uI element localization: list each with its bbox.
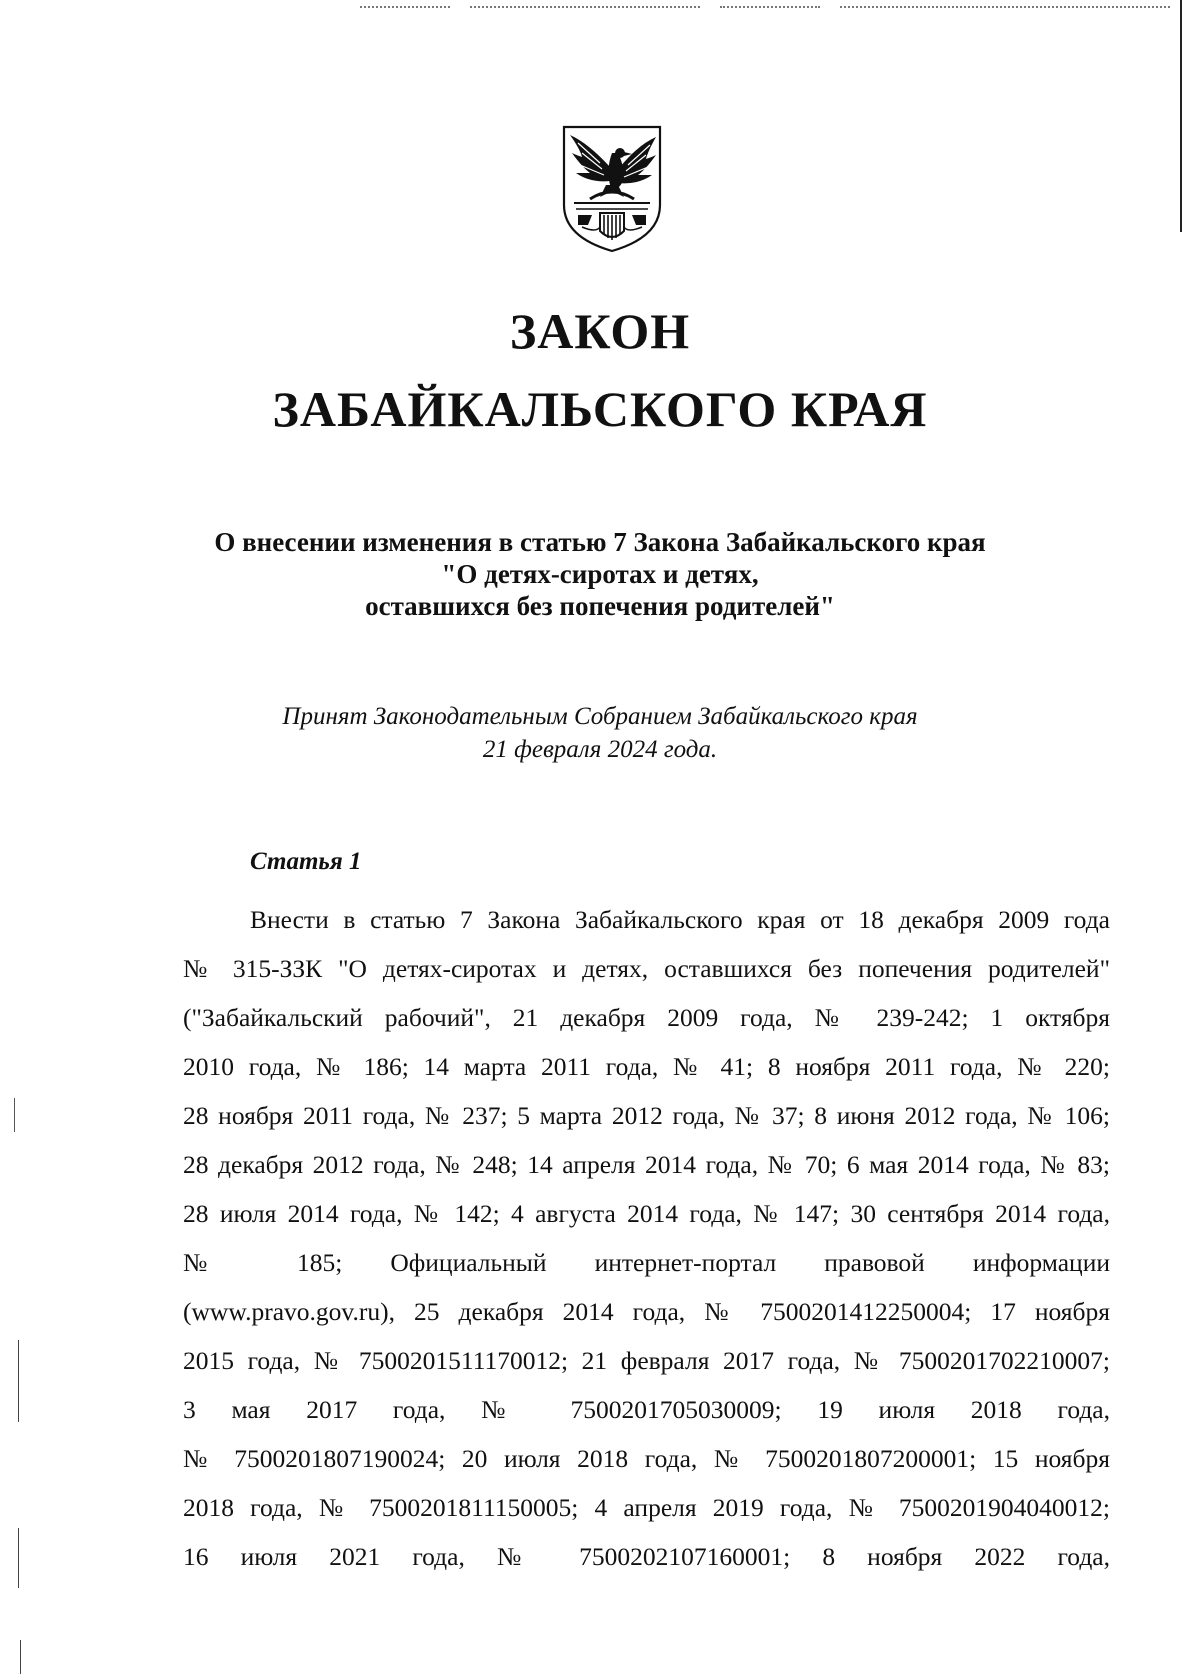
scan-noise xyxy=(840,6,1170,9)
law-subject-line: оставшихся без попечения родителей" xyxy=(365,591,835,621)
scan-noise xyxy=(470,6,700,9)
scan-noise xyxy=(360,6,450,9)
law-region-title: ЗАБАЙКАЛЬСКОГО КРАЯ xyxy=(272,381,928,437)
adoption-note-line: Принят Законодательным Собранием Забайкальского края xyxy=(282,703,918,730)
article-body-line: 2010 года, № 186; 14 марта 2011 года, № 41; 8 ноября 2011 года, № 220; xyxy=(183,1052,1110,1081)
article-body-line: (www.pravo.gov.ru), 25 декабря 2014 года, № 7500201412250004; 17 ноября xyxy=(183,1297,1110,1326)
article-body-line: 2015 года, № 7500201511170012; 21 февраля 2017 года, № 7500201702210007; xyxy=(183,1346,1110,1375)
article-body-line: 28 декабря 2012 года, № 248; 14 апреля 2014 года, № 70; 6 мая 2014 года, № 83; xyxy=(183,1150,1110,1179)
law-title: ЗАКОН xyxy=(509,303,691,359)
adoption-note xyxy=(180,700,1020,766)
article-body-line: № 185; Официальный интернет-портал правовой информации xyxy=(183,1248,1110,1277)
article-body-line: 28 июля 2014 года, № 142; 4 августа 2014 года, № 147; 30 сентября 2014 года, xyxy=(183,1199,1110,1228)
scan-noise xyxy=(720,6,820,9)
article-body-line: 16 июля 2021 года, № 7500202107160001; 8 ноября 2022 года, xyxy=(183,1542,1110,1571)
law-subject-line: О внесении изменения в статью 7 Закона Забайкальского края xyxy=(214,527,986,557)
article-body xyxy=(183,895,1110,1581)
article-body-line: 2018 года, № 7500201811150005; 4 апреля 2019 года, № 7500201904040012; xyxy=(183,1493,1110,1522)
article-body-line: № 7500201807190024; 20 июля 2018 года, № 7500201807200001; 15 ноября xyxy=(183,1444,1110,1473)
scan-edge-line xyxy=(1180,0,1182,232)
article-body-line: ("Забайкальский рабочий", 21 декабря 2009 года, № 239-242; 1 октября xyxy=(183,1003,1110,1032)
law-subject xyxy=(100,526,1100,622)
scan-edge-mark xyxy=(14,1098,15,1132)
scan-edge-mark xyxy=(18,1340,19,1422)
scan-edge-mark xyxy=(18,1528,19,1588)
article-body-line: 28 ноября 2011 года, № 237; 5 марта 2012 года, № 37; 8 июня 2012 года, № 106; xyxy=(183,1101,1110,1130)
article-heading: Статья 1 xyxy=(250,848,362,875)
scan-edge-mark xyxy=(20,1640,21,1674)
article-body-line: № 315-ЗЗК "О детях-сиротах и детях, оставшихся без попечения родителей" xyxy=(183,954,1110,983)
article-body-line: 3 мая 2017 года, № 7500201705030009; 19 июля 2018 года, xyxy=(183,1395,1110,1424)
coat-of-arms-icon xyxy=(560,123,664,255)
law-subject-line: "О детях-сиротах и детях, xyxy=(441,559,759,589)
article-body-line: Внести в статью 7 Закона Забайкальского края от 18 декабря 2009 года xyxy=(250,905,1110,934)
adoption-date: 21 февраля 2024 года. xyxy=(482,736,718,763)
